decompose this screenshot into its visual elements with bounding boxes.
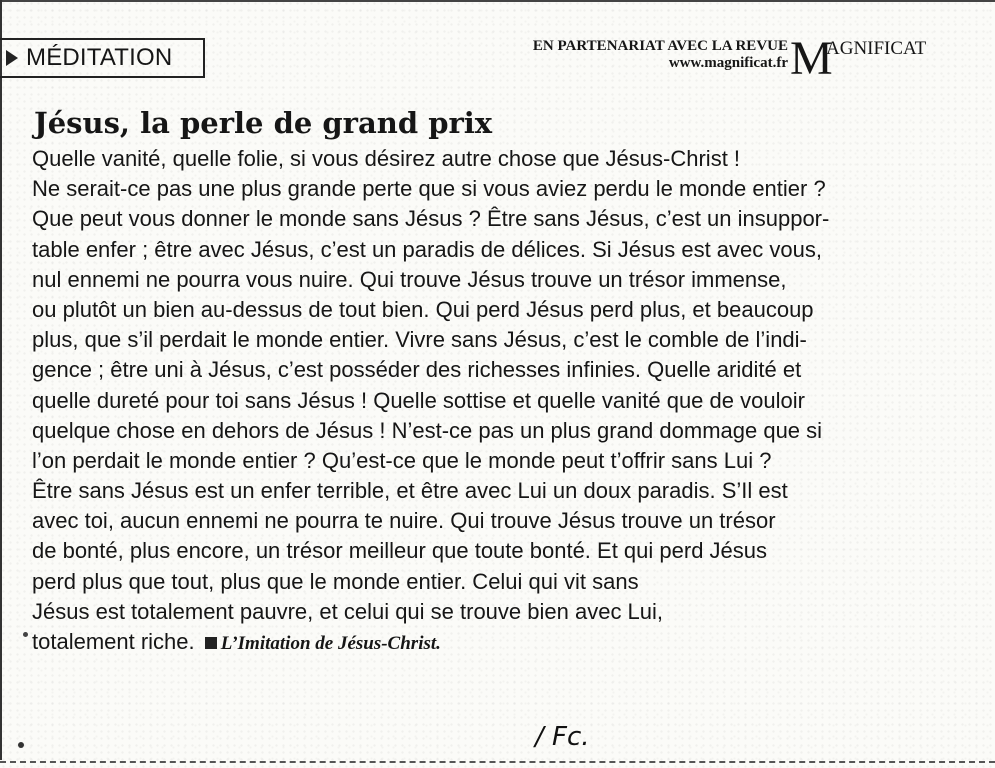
body-line: plus, que s’il perdait le monde entier. Vivre sans Jésus, c’est le comble de l’indi- [32, 327, 807, 353]
body-line: table enfer ; être avec Jésus, c’est un paradis de délices. Si Jésus est avec vous, [32, 236, 822, 262]
last-line-text: totalement riche. [32, 629, 195, 654]
ink-dot [23, 632, 28, 637]
body-line: Ne serait-ce pas une plus grande perte que si vous aviez perdu le monde entier ? [32, 176, 826, 202]
body-line: Être sans Jésus est un enfer terrible, et être avec Lui un doux paradis. S’Il est [32, 478, 788, 504]
body-line: avec toi, aucun ennemi ne pourra te nuire. Qui trouve Jésus trouve un trésor [32, 508, 776, 534]
left-rule [0, 0, 2, 760]
source-citation: L’Imitation de Jésus-Christ. [220, 633, 441, 654]
body-line: Que peut vous donner le monde sans Jésus ? Être sans Jésus, c’est un insuppor- [32, 206, 830, 232]
body-line: l’on perdait le monde entier ? Qu’est-ce que le monde peut t’offrir sans Lui ? [32, 447, 772, 473]
section-label: MÉDITATION [26, 44, 173, 71]
section-badge [0, 38, 205, 78]
body-line: nul ennemi ne pourra vous nuire. Qui trouve Jésus trouve un trésor immense, [32, 266, 787, 292]
bottom-rule [0, 761, 995, 763]
body-line: quelque chose en dehors de Jésus ! N’est-ce pas un plus grand dommage que si [32, 417, 823, 443]
magazine-logo-name: AGNIFICAT [826, 38, 927, 59]
body-line: quelle dureté pour toi sans Jésus ! Quelle sottise et quelle vanité que de vouloir [32, 387, 805, 413]
magazine-logo-initial: M [790, 32, 833, 85]
ink-dot [18, 742, 24, 748]
body-line: ou plutôt un bien au-dessus de tout bien. Qui perd Jésus perd plus, et beaucoup [32, 296, 814, 322]
partner-block [448, 38, 788, 72]
partner-line: EN PARTENARIAT AVEC LA REVUE [532, 38, 788, 54]
body-line: Jésus est totalement pauvre, et celui qui se trouve bien avec Lui, [32, 598, 664, 624]
triangle-arrow-icon [6, 50, 18, 66]
body-line: perd plus que tout, plus que le monde entier. Celui qui vit sans [32, 568, 639, 594]
article-title: Jésus, la perle de grand prix [34, 106, 493, 140]
handwritten-note: / Fc. [535, 722, 590, 752]
partner-url: www.magnificat.fr [668, 55, 788, 71]
end-square-icon [205, 637, 217, 649]
body-line: gence ; être uni à Jésus, c’est posséder des richesses infinies. Quelle aridité et [32, 357, 802, 383]
top-rule [0, 0, 995, 2]
body-last-line [32, 627, 977, 657]
body-line: Quelle vanité, quelle folie, si vous désirez autre chose que Jésus-Christ ! [32, 146, 741, 171]
body-line: de bonté, plus encore, un trésor meilleur que toute bonté. Et qui perd Jésus [32, 538, 768, 564]
article-body [32, 144, 977, 657]
